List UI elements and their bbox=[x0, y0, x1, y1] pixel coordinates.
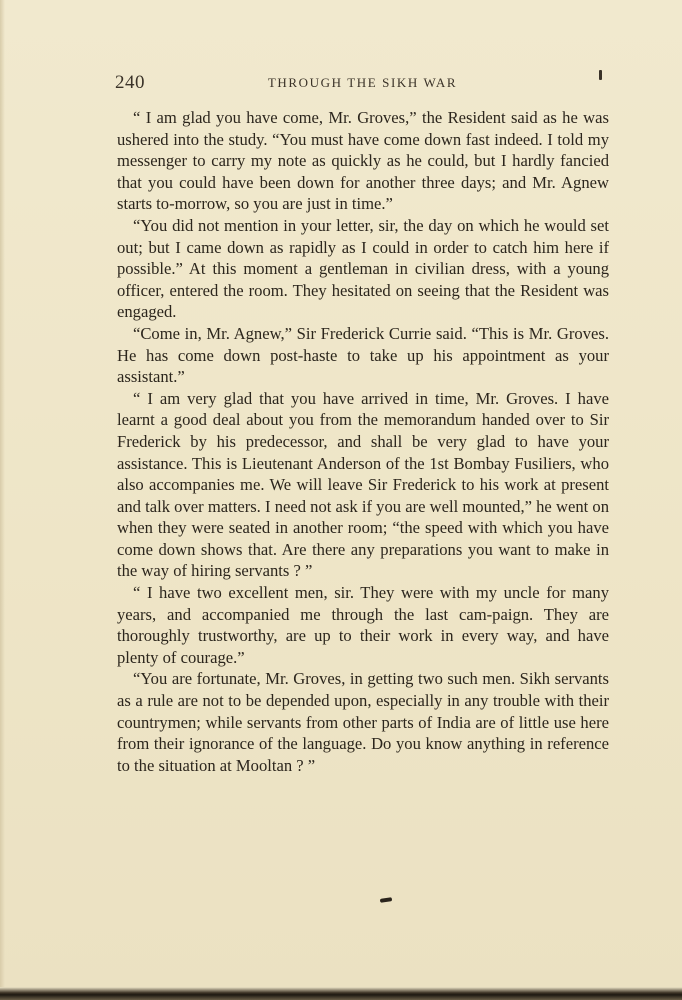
paragraph: “ I am glad you have come, Mr. Groves,” the Resident said as he was ushered into the study. “You must have come down fast indeed. I told my messenger to carry my note as quickly as he could, but I hardly fancied that you could have been down for another three days; and Mr. Agnew starts to-morrow, so you are just in time.” bbox=[117, 108, 609, 214]
page-number: 240 bbox=[115, 72, 145, 93]
paragraph: “Come in, Mr. Agnew,” Sir Frederick Currie said. “This is Mr. Groves. He has come down post-haste to take up his appointment as your assistant.” bbox=[117, 323, 609, 387]
paragraph: “You are fortunate, Mr. Groves, in getting two such men. Sikh servants as a rule are not to be depended upon, especially in any trouble with their countrymen; while servants from other parts of India are of little use here from their ignorance of the language. Do you know anything in reference to the situation at Mooltan ? ” bbox=[117, 669, 609, 775]
paragraph: “ I am very glad that you have arrived in time, Mr. Groves. I have learnt a good deal about you from the memorandum handed over to Sir Frederick by his predecessor, and shall be very glad to have your assistance. This is Lieutenant Anderson of the 1st Bombay Fusiliers, who also accompanies me. We will leave Sir Frederick to his work at present and talk over matters. I need not ask if you are well mounted,” he went on when they were seated in another room; “the speed with which you have come down shows that. Are there any preparations you want to make in the way of hiring servants ? ” bbox=[117, 388, 609, 581]
paragraph: “ I have two excellent men, sir. They were with my uncle for many years, and accompanied me through the last cam-paign. They are thoroughly trustworthy, are up to their work in every way, and have plenty of courage.” bbox=[117, 583, 609, 667]
page-edge-shadow bbox=[0, 0, 5, 1000]
print-mark-icon bbox=[380, 897, 392, 903]
body-text bbox=[117, 107, 609, 776]
page-header bbox=[115, 70, 610, 98]
running-head: THROUGH THE SIKH WAR bbox=[267, 75, 458, 90]
page-bottom-edge bbox=[0, 987, 682, 1000]
paragraph: “You did not mention in your letter, sir, the day on which he would set out; but I came down as rapidly as I could in order to catch him here if possible.” At this moment a gentleman in civilian dress, with a young officer, entered the room. They hesitated on seeing that the Resident was engaged. bbox=[117, 215, 609, 322]
print-mark-icon bbox=[599, 70, 602, 80]
